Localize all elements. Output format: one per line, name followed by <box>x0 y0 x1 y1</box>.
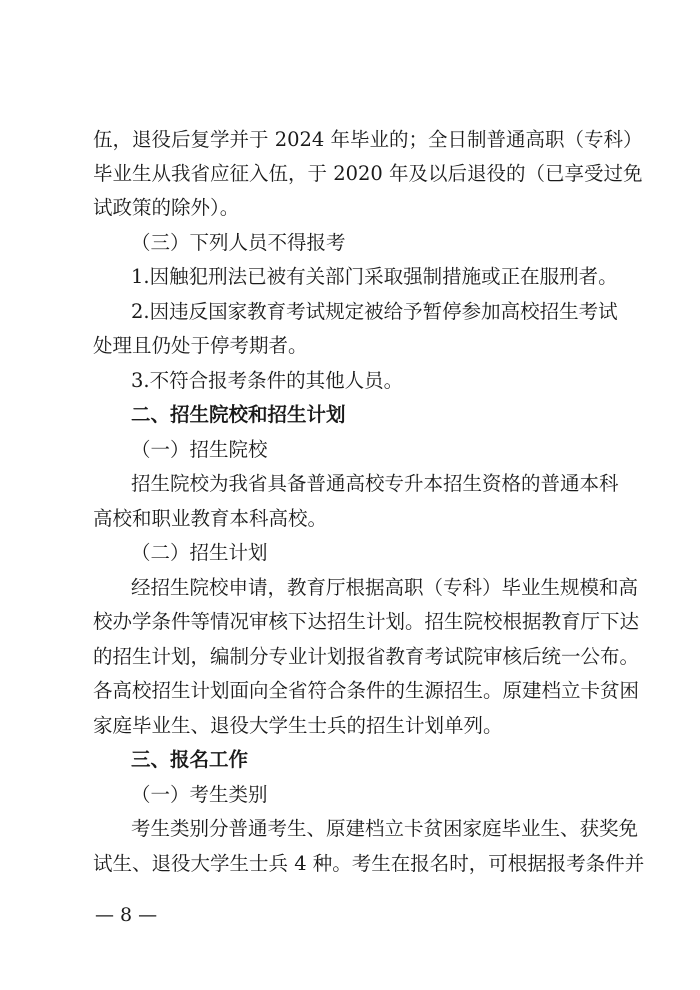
paragraph-line: 各高校招生计划面向全省符合条件的生源招生。原建档立卡贫困 <box>93 679 640 702</box>
paragraph-line: 试政策的除外）。 <box>93 196 240 219</box>
section-heading: 三、报名工作 <box>131 748 249 771</box>
subsection-heading: （三）下列人员不得报考 <box>131 231 346 254</box>
subsection-heading: （二）招生计划 <box>131 541 268 564</box>
paragraph-line: 处理且仍处于停考期者。 <box>93 334 308 357</box>
paragraph-line: 3.不符合报考条件的其他人员。 <box>131 369 404 392</box>
paragraph-line: 毕业生从我省应征入伍，于 2020 年及以后退役的（已享受过免 <box>93 162 643 185</box>
paragraph-line: 1.因触犯刑法已被有关部门采取强制措施或正在服刑者。 <box>131 265 618 288</box>
paragraph-line: 伍，退役后复学并于 2024 年毕业的；全日制普通高职（专科） <box>93 128 643 151</box>
paragraph-line: 经招生院校申请，教育厅根据高职（专科）毕业生规模和高 <box>131 576 639 599</box>
paragraph-line: 校办学条件等情况审核下达招生计划。招生院校根据教育厅下达 <box>93 610 640 633</box>
subsection-heading: （一）考生类别 <box>131 783 268 806</box>
page-number: — 8 — <box>95 904 158 926</box>
subsection-heading: （一）招生院校 <box>131 438 268 461</box>
paragraph-line: 家庭毕业生、退役大学生士兵的招生计划单列。 <box>93 714 503 737</box>
paragraph-line: 考生类别分普通考生、原建档立卡贫困家庭毕业生、获奖免 <box>131 817 639 840</box>
paragraph-line: 试生、退役大学生士兵 4 种。考生在报名时，可根据报考条件并 <box>93 852 645 875</box>
paragraph-line: 的招生计划，编制分专业计划报省教育考试院审核后统一公布。 <box>93 645 640 668</box>
paragraph-line: 2.因违反国家教育考试规定被给予暂停参加高校招生考试 <box>131 300 618 323</box>
paragraph-line: 招生院校为我省具备普通高校专升本招生资格的普通本科 <box>131 472 619 495</box>
section-heading: 二、招生院校和招生计划 <box>131 403 346 426</box>
paragraph-line: 高校和职业教育本科高校。 <box>93 507 328 530</box>
